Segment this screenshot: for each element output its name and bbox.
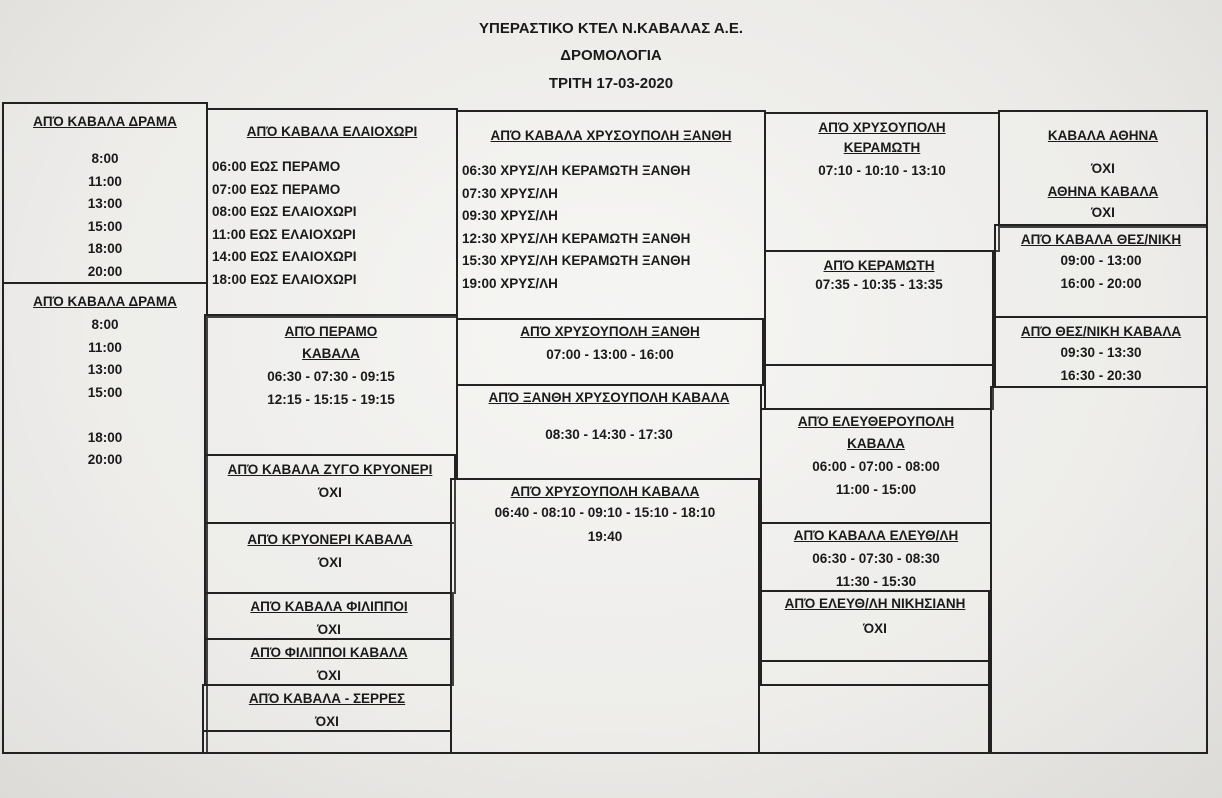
schedule-box-keramoti — [764, 250, 994, 366]
company-title: ΥΠΕΡΑΣΤΙΚΟ ΚΤΕΛ Ν.ΚΑΒΑΛΑΣ Α.Ε. — [478, 20, 743, 37]
availability-value: ΌΧΙ — [317, 668, 341, 683]
time-item: 11:00 — [88, 339, 122, 355]
availability-value: ΌΧΙ — [1091, 205, 1115, 220]
time-value: 07:10 - 10:10 - 13:10 — [818, 163, 946, 178]
empty-cell — [202, 730, 452, 754]
schedule-box-kavala-filippoi — [204, 592, 454, 640]
departure-item: 12:30 ΧΡΥΣ/ΛΗ ΚΕΡΑΜΩΤΗ ΞΑΝΘΗ — [462, 230, 691, 246]
time-value: 19:40 — [587, 529, 623, 544]
schedule-box-kavala-drama-2 — [2, 282, 208, 754]
time-item: 11:30 - 15:30 — [835, 573, 917, 589]
availability-value: ΌΧΙ — [317, 622, 341, 637]
route-title: ΑΠΌ ΕΛΕΥΘ/ΛΗ ΝΙΚΗΣΙΑΝΗ — [784, 596, 966, 611]
schedule-box-kavala-serres — [202, 684, 452, 732]
departure-item: 15:30 ΧΡΥΣ/ΛΗ ΚΕΡΑΜΩΤΗ ΞΑΝΘΗ — [462, 253, 691, 268]
schedule-box-kavala-chrysoupoli-xanthi — [456, 110, 766, 320]
time-list — [996, 250, 1206, 295]
empty-cell — [760, 660, 990, 686]
time-item: 06:30 - 07:30 - 08:30 — [812, 551, 940, 566]
schedule-box-peramo-kavala — [204, 314, 458, 456]
time-item: 11:00 - 15:00 — [835, 481, 917, 497]
time-item: 16:00 - 20:00 — [1060, 275, 1142, 291]
departure-list — [212, 156, 357, 291]
route-title: ΑΠΌ ΚΑΒΑΛΑ ΕΛΕΥΘ/ΛΗ — [793, 528, 959, 543]
departure-item: 11:00 ΕΩΣ ΕΛΑΙΟΧΩΡΙ — [212, 226, 356, 242]
schedule-box-eleftheroupoli-nikisiani — [760, 590, 990, 662]
time-list — [762, 548, 990, 593]
route-title: ΑΠΌ ΚΑΒΑΛΑ ΖΥΓΟ ΚΡΥΟΝΕΡΙ — [227, 462, 433, 477]
availability-value: ΌΧΙ — [318, 555, 342, 570]
time-item: 13:00 — [87, 362, 123, 377]
route-title-line2: ΚΕΡΑΜΩΤΗ — [843, 140, 921, 155]
schedule-box-thessaloniki-kavala — [994, 316, 1208, 388]
schedule-box-kavala-drama-1 — [2, 102, 208, 284]
time-value: 08:30 - 14:30 - 17:30 — [545, 427, 673, 442]
route-title: ΑΠΌ ΞΑΝΘΗ ΧΡΥΣΟΥΠΟΛΗ ΚΑΒΑΛΑ — [488, 390, 730, 405]
time-value: 07:00 - 13:00 - 16:00 — [546, 347, 674, 362]
time-item: 06:00 - 07:00 - 08:00 — [812, 459, 940, 474]
departure-item: 19:00 ΧΡΥΣ/ΛΗ — [462, 275, 558, 291]
departure-item: 18:00 ΕΩΣ ΕΛΑΙΟΧΩΡΙ — [212, 271, 357, 287]
departure-item: 06:00 ΕΩΣ ΠΕΡΑΜΟ — [212, 159, 341, 174]
time-item: 15:00 — [87, 384, 123, 400]
route-title: ΑΠΌ ΧΡΥΣΟΥΠΟΛΗ ΞΑΝΘΗ — [520, 324, 700, 339]
time-list — [206, 366, 456, 411]
schedule-box-kavala-eleftheroupoli — [760, 522, 992, 592]
route-title: ΑΠΌ ΚΑΒΑΛΑ ΘΕΣ/ΝΙΚΗ — [1020, 232, 1182, 247]
time-item: 12:15 - 15:15 - 19:15 — [267, 391, 395, 407]
empty-cell — [764, 364, 994, 410]
route-title: ΚΑΒΑΛΑ ΑΘΗΝΑ — [1047, 128, 1159, 143]
route-title: ΑΠΌ ΚΑΒΑΛΑ ΧΡΥΣΟΥΠΟΛΗ ΞΑΝΘΗ — [490, 128, 732, 143]
availability-value: ΌΧΙ — [863, 621, 887, 636]
empty-cell — [758, 684, 990, 754]
schedule-box-chrysoupoli-xanthi — [456, 318, 764, 386]
time-list — [762, 456, 990, 501]
route-title: ΑΠΌ ΚΑΒΑΛΑ ΦΙΛΙΠΠΟΙ — [250, 599, 408, 614]
departure-item: 07:00 ΕΩΣ ΠΕΡΑΜΟ — [212, 181, 341, 197]
availability-value: ΌΧΙ — [318, 485, 342, 500]
departure-item: 06:30 ΧΡΥΣ/ΛΗ ΚΕΡΑΜΩΤΗ ΞΑΝΘΗ — [462, 163, 691, 178]
route-title-line2: ΚΑΒΑΛΑ — [302, 346, 360, 361]
time-item: 8:00 — [91, 317, 119, 332]
time-item: 06:30 - 07:30 - 09:15 — [267, 369, 395, 384]
schedule-box-kavala-athina — [998, 110, 1208, 228]
route-title: ΑΠΌ ΦΙΛΙΠΠΟΙ ΚΑΒΑΛΑ — [250, 645, 408, 660]
schedule-box-kryoneri-kavala — [204, 522, 456, 594]
route-title: ΑΠΌ ΚΡΥΟΝΕΡΙ ΚΑΒΑΛΑ — [247, 532, 413, 547]
schedule-box-kavala-zygo — [204, 454, 456, 524]
time-item: 20:00 — [87, 263, 123, 279]
time-list — [996, 342, 1206, 387]
time-item: 16:30 - 20:30 — [1060, 367, 1142, 383]
route-title: ΑΠΌ ΠΕΡΑΜΟ — [284, 324, 378, 339]
schedule-box-chrysoupoli-kavala — [450, 478, 760, 754]
route-title: ΑΠΌ ΚΑΒΑΛΑ ΕΛΑΙΟΧΩΡΙ — [246, 124, 418, 139]
time-value: 06:40 - 08:10 - 09:10 - 15:10 - 18:10 — [494, 505, 716, 520]
route-title: ΑΠΌ ΧΡΥΣΟΥΠΟΛΗ — [818, 120, 946, 135]
schedule-box-chrysoupoli-keramoti — [764, 112, 1000, 252]
departure-item: 14:00 ΕΩΣ ΕΛΑΙΟΧΩΡΙ — [212, 249, 357, 264]
route-title: ΑΠΌ ΘΕΣ/ΝΙΚΗ ΚΑΒΑΛΑ — [1020, 324, 1182, 339]
route-title-line2: ΚΑΒΑΛΑ — [847, 436, 905, 451]
availability-value: ΌΧΙ — [315, 714, 339, 729]
departure-item: 09:30 ΧΡΥΣ/ΛΗ — [462, 208, 558, 223]
schedule-box-xanthi-chrysoupoli-kavala — [456, 384, 762, 480]
route-title: ΑΠΌ ΧΡΥΣΟΥΠΟΛΗ ΚΑΒΑΛΑ — [510, 484, 700, 499]
time-item: 13:00 — [87, 196, 123, 211]
departure-item: 07:30 ΧΡΥΣ/ΛΗ — [462, 185, 558, 201]
route-title: ΑΠΌ ΚΑΒΑΛΑ - ΣΕΡΡΕΣ — [248, 691, 406, 706]
departure-item: 08:00 ΕΩΣ ΕΛΑΙΟΧΩΡΙ — [212, 204, 357, 219]
schedule-date: ΤΡΙΤΗ 17-03-2020 — [548, 75, 674, 92]
route-title: ΑΠΌ ΕΛΕΥΘΕΡΟΥΠΟΛΗ — [797, 414, 955, 429]
time-item: 09:30 - 13:30 — [1060, 345, 1142, 360]
time-item: 8:00 — [91, 151, 119, 166]
time-item: 20:00 — [87, 452, 123, 467]
route-title: ΑΠΌ ΚΑΒΑΛΑ ΔΡΑΜΑ — [33, 114, 177, 129]
time-list — [4, 314, 206, 472]
time-item: 11:00 — [88, 173, 122, 189]
empty-cell — [990, 386, 1208, 754]
time-item: 18:00 — [87, 241, 123, 256]
time-list — [4, 148, 206, 283]
schedule-box-kavala-thessaloniki — [994, 224, 1208, 318]
time-item: 15:00 — [87, 218, 123, 234]
availability-value: ΌΧΙ — [1091, 161, 1115, 176]
time-item — [4, 404, 206, 427]
schedule-box-kavala-elaiochori — [206, 108, 458, 318]
document-subtitle: ΔΡΟΜΟΛΟΓΙΑ — [560, 47, 662, 64]
time-item: 09:00 - 13:00 — [1060, 253, 1142, 268]
departure-list — [462, 160, 690, 295]
time-item: 18:00 — [87, 429, 123, 445]
schedule-box-filippoi-kavala — [204, 638, 454, 686]
route-title: ΑΠΌ ΚΕΡΑΜΩΤΗ — [823, 258, 935, 273]
route-title: ΑΠΌ ΚΑΒΑΛΑ ΔΡΑΜΑ — [33, 294, 177, 309]
time-value: 07:35 - 10:35 - 13:35 — [815, 277, 943, 292]
schedule-box-eleftheroupoli-kavala — [760, 408, 992, 524]
route-title: ΑΘΗΝΑ ΚΑΒΑΛΑ — [1047, 184, 1159, 199]
